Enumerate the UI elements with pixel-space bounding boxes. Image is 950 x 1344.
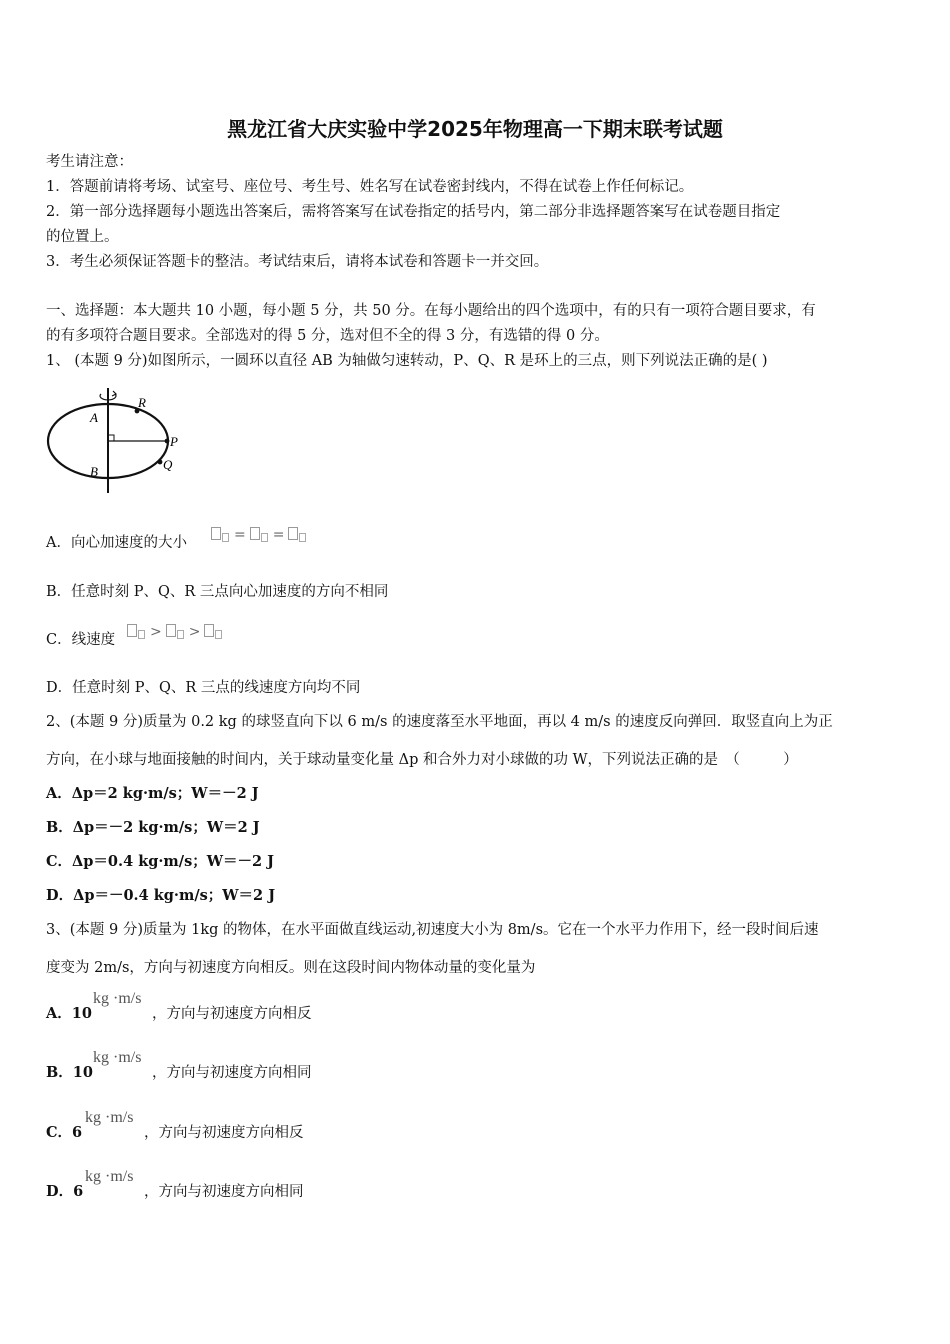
placeholder-glyph <box>138 630 145 639</box>
notice-item-2: 2．第一部分选择题每小题选出答案后，需将答案写在试卷指定的括号内，第二部分非选择题答案写在试卷题目指定 <box>46 204 781 220</box>
q1-option-c-text: C．线速度 <box>46 632 116 648</box>
label-A: A <box>90 410 98 425</box>
q3-option-b-unit: kg ·m/s <box>93 1049 142 1066</box>
placeholder-glyph <box>204 624 214 637</box>
placeholder-glyph <box>261 533 268 542</box>
label-R: R <box>138 395 146 410</box>
notice-item-2-cont: 的位置上。 <box>46 229 119 245</box>
notice-heading: 考生请注意： <box>46 154 133 170</box>
q1-option-c-formula <box>126 624 224 640</box>
q3-stem-line1: 3、(本题 9 分)质量为 1kg 的物体，在水平面做直线运动,初速度大小为 8m/s。它在一个水平力作用下，经一段时间后速 <box>46 922 819 938</box>
q1-option-b: B．任意时刻 P、Q、R 三点向心加速度的方向不相同 <box>46 584 389 600</box>
placeholder-glyph <box>127 624 137 637</box>
placeholder-glyph <box>222 533 229 542</box>
q1-option-a <box>46 534 187 552</box>
q3-option-d-suffix: ，方向与初速度方向相同 <box>144 1184 304 1200</box>
q1-option-c <box>46 631 115 649</box>
q2-stem-line2: 方向，在小球与地面接触的时间内，关于球动量变化量 Δp 和合外力对小球做的功 W，下列说法正确的是 （ ） <box>46 752 798 768</box>
q3-option-d-prefix: D．6 <box>46 1183 84 1200</box>
q3-option-d-unit: kg ·m/s <box>85 1168 134 1185</box>
label-Q: Q <box>163 457 173 472</box>
q1-option-a-text: A．向心加速度的大小 <box>46 535 187 551</box>
q3-option-c-prefix: C．6 <box>46 1124 83 1141</box>
q1-ring-figure <box>46 378 196 496</box>
q3-stem-line2: 度变为 2m/s，方向与初速度方向相反。则在这段时间内物体动量的变化量为 <box>46 960 536 976</box>
q2-option-d: D．Δp＝－0.4 kg·m/s；W＝2 J <box>46 887 276 904</box>
notice-item-3: 3．考生必须保证答题卡的整洁。考试结束后，请将本试卷和答题卡一并交回。 <box>46 254 549 270</box>
placeholder-glyph <box>288 527 298 540</box>
q3-option-a-suffix: ，方向与初速度方向相反 <box>152 1006 312 1022</box>
q1-option-d: D．任意时刻 P、Q、R 三点的线速度方向均不同 <box>46 680 361 696</box>
greater-than-sign: > <box>150 624 162 640</box>
placeholder-glyph <box>211 527 221 540</box>
placeholder-glyph <box>177 630 184 639</box>
greater-than-sign: > <box>188 624 201 640</box>
equals-sign: = <box>272 527 285 543</box>
placeholder-glyph <box>250 527 260 540</box>
q2-stem-line1: 2、(本题 9 分)质量为 0.2 kg 的球竖直向下以 6 m/s 的速度落至水平地面，再以 4 m/s 的速度反向弹回．取竖直向上为正 <box>46 714 833 730</box>
q3-option-b-prefix: B．10 <box>46 1064 93 1081</box>
q3-option-c-unit: kg ·m/s <box>85 1109 134 1126</box>
q2-option-c: C．Δp＝0.4 kg·m/s；W＝－2 J <box>46 853 275 870</box>
label-P: P <box>170 434 178 449</box>
page-title: 黑龙江省大庆实验中学2025年物理高一下期末联考试题 <box>227 117 723 141</box>
section-instructions-line1: 一、选择题：本大题共 10 小题，每小题 5 分，共 50 分。在每小题给出的四个选项中，有的只有一项符合题目要求，有 <box>46 303 816 319</box>
q3-option-a-unit: kg ·m/s <box>93 990 142 1007</box>
label-B: B <box>90 464 98 479</box>
equals-sign: = <box>234 527 246 543</box>
q1-option-a-formula <box>210 527 308 543</box>
q3-option-b-suffix: ，方向与初速度方向相同 <box>152 1065 312 1081</box>
placeholder-glyph <box>299 533 306 542</box>
q1-stem: 1、 (本题 9 分)如图所示，一圆环以直径 AB 为轴做匀速转动，P、Q、R 是环上的三点，则下列说法正确的是( ) <box>46 353 768 369</box>
q2-option-a: A．Δp＝2 kg·m/s；W＝－2 J <box>46 785 259 802</box>
placeholder-glyph <box>215 630 222 639</box>
q2-option-b: B．Δp＝－2 kg·m/s；W＝2 J <box>46 819 260 836</box>
notice-item-1: 1．答题前请将考场、试室号、座位号、考生号、姓名写在试卷密封线内，不得在试卷上作任何标记。 <box>46 179 694 195</box>
section-instructions-line2: 的有多项符合题目要求。全部选对的得 5 分，选对但不全的得 3 分，有选错的得 0 分。 <box>46 328 609 344</box>
q3-option-a-prefix: A．10 <box>46 1005 92 1022</box>
q3-option-c-suffix: ，方向与初速度方向相反 <box>144 1125 304 1141</box>
placeholder-glyph <box>166 624 176 637</box>
